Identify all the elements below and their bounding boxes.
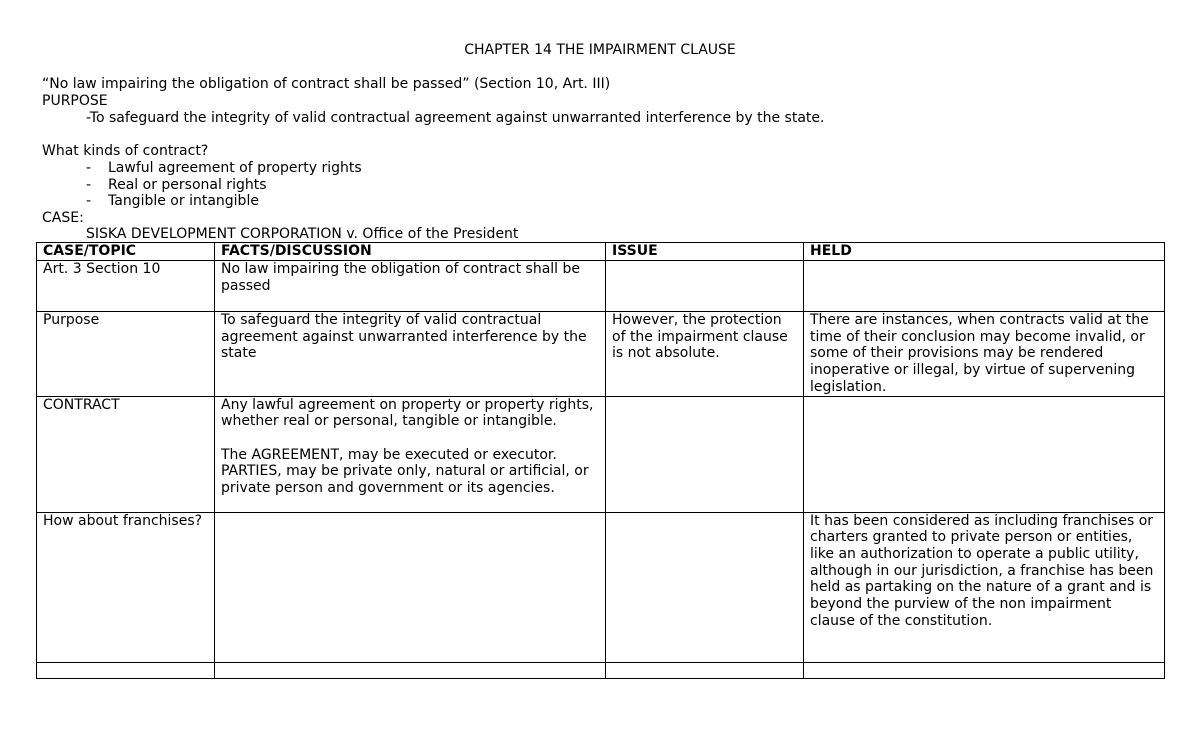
cell-facts [215, 512, 606, 662]
table-row [37, 512, 1165, 662]
cell-held [804, 396, 1165, 512]
header-held: HELD [804, 243, 1165, 261]
cell-held [804, 662, 1165, 678]
cell-facts [215, 662, 606, 678]
cell-facts [215, 312, 606, 397]
cell-held [804, 261, 1165, 312]
facts-text-second: The AGREEMENT, may be executed or executor. PARTIES, may be private only, natural or artificial, or private person and government or its agencies. [221, 446, 589, 497]
table-row [37, 312, 1165, 397]
cell-facts [215, 261, 606, 312]
cell-issue [606, 261, 804, 312]
kinds-item-text: Real or personal rights [108, 177, 267, 193]
table-row [37, 662, 1165, 678]
dash-bullet: - [86, 193, 92, 209]
cell-issue [606, 662, 804, 678]
cell-issue [606, 512, 804, 662]
cell-issue [606, 396, 804, 512]
table-row [37, 396, 1165, 512]
case-heading: CASE: [42, 210, 84, 226]
purpose-text: -To safeguard the integrity of valid contractual agreement against unwarranted interference by the state. [86, 110, 825, 126]
table-header-row [37, 243, 1165, 261]
kinds-list-item [86, 177, 267, 194]
facts-text: To safeguard the integrity of valid contractual agreement against unwarranted interference by the state [221, 312, 587, 362]
purpose-heading: PURPOSE [42, 93, 108, 109]
cell-topic [37, 662, 215, 678]
dash-bullet: - [86, 177, 92, 193]
cell-held: There are instances, when contracts valid at the time of their conclusion may become invalid, or some of their provisions may be rendered inoperative or illegal, by virtue of supervening legislation. [804, 312, 1165, 397]
kinds-item-text: Lawful agreement of property rights [108, 160, 362, 176]
document-title: CHAPTER 14 THE IMPAIRMENT CLAUSE [464, 42, 736, 58]
table-row [37, 261, 1165, 312]
header-issue: ISSUE [606, 243, 804, 261]
cell-topic: CONTRACT [37, 396, 215, 512]
cell-facts [215, 396, 606, 512]
header-facts-discussion: FACTS/DISCUSSION [215, 243, 606, 261]
facts-text: No law impairing the obligation of contract shall be passed [221, 261, 581, 294]
cell-held: It has been considered as including franchises or charters granted to private person or entities, like an authorization to operate a public utility, although in our jurisdiction, a franchise has been held as partaking on the nature of a grant and is beyond the purview of the non impairment clause of the constitution. [804, 512, 1165, 662]
kinds-list-item [86, 193, 259, 210]
facts-text: Any lawful agreement on property or property rights, whether real or personal, tangible or intangible. [221, 396, 594, 430]
header-case-topic: CASE/TOPIC [37, 243, 215, 261]
case-name: SISKA DEVELOPMENT CORPORATION v. Office of the President [86, 226, 519, 242]
cell-topic: How about franchises? [37, 512, 215, 662]
kinds-item-text: Tangible or intangible [108, 193, 259, 209]
case-table [36, 242, 1165, 679]
cell-issue: However, the protection of the impairment clause is not absolute. [606, 312, 804, 397]
cell-topic: Art. 3 Section 10 [37, 261, 215, 312]
dash-bullet: - [86, 160, 92, 176]
kinds-list-item [86, 160, 362, 177]
paragraph-gap [221, 430, 599, 447]
kinds-heading: What kinds of contract? [42, 143, 209, 159]
constitutional-quote: “No law impairing the obligation of contract shall be passed” (Section 10, Art. III) [42, 76, 611, 92]
cell-topic: Purpose [37, 312, 215, 397]
